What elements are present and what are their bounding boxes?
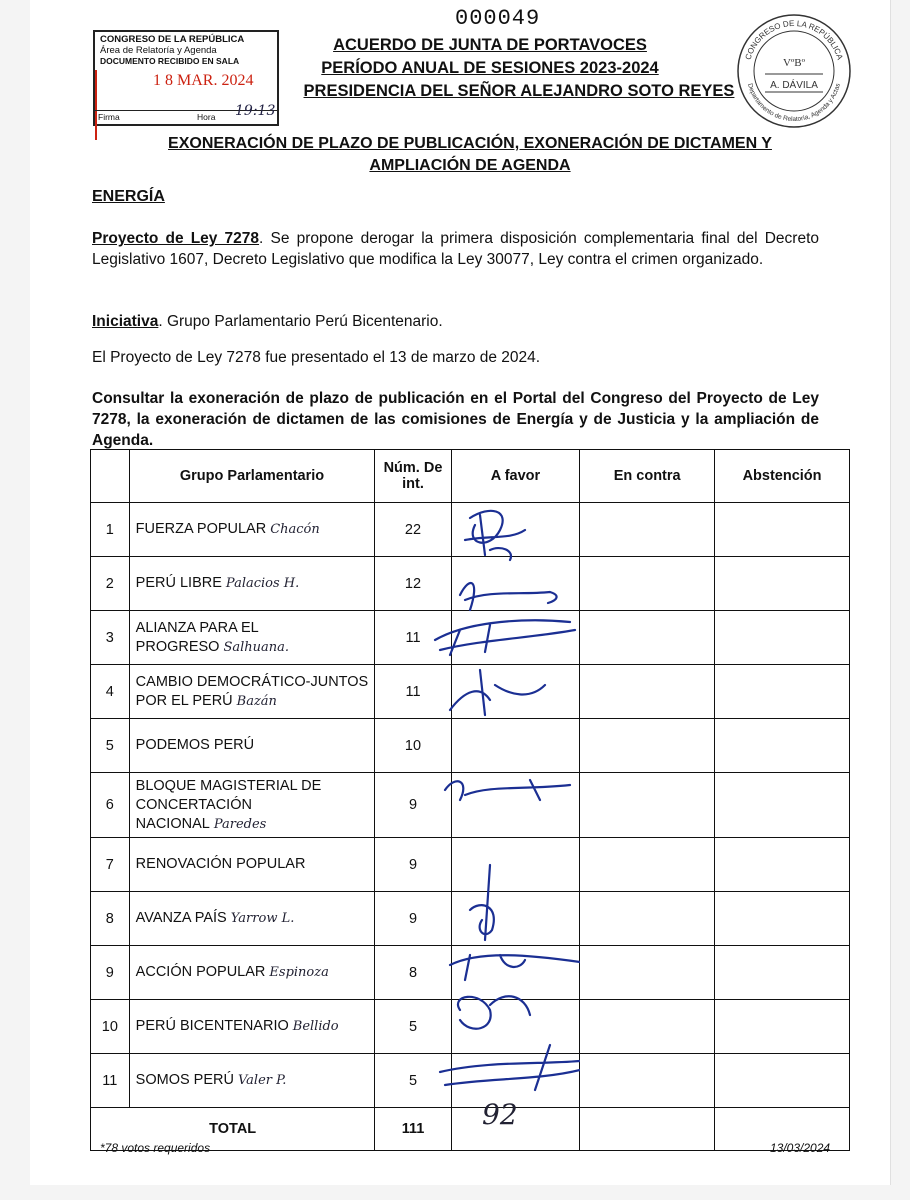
stamp-line-3: DOCUMENTO RECIBIDO EN SALA <box>100 56 240 66</box>
spokesperson-handwritten: Palacios H. <box>225 576 300 591</box>
row-group <box>129 1000 375 1054</box>
group-name: BLOQUE MAGISTERIAL DE CONCERTACIÓN NACIONAL <box>135 777 322 832</box>
row-number: 3 <box>91 611 130 665</box>
stamp-hora-value: 19:13 <box>235 103 276 119</box>
row-number: 10 <box>91 1000 130 1054</box>
stamp-line-2: Área de Relatoría y Agenda <box>100 45 217 56</box>
header-abstention: Abstención <box>715 450 850 503</box>
row-group <box>129 946 375 1000</box>
row-number: 4 <box>91 665 130 719</box>
row-against <box>580 719 715 773</box>
header-title-1: ACUERDO DE JUNTA DE PORTAVOCES <box>333 36 647 54</box>
row-number: 7 <box>91 838 130 892</box>
row-abstention <box>715 892 850 946</box>
row-number: 6 <box>91 773 130 838</box>
row-number: 2 <box>91 557 130 611</box>
document-page <box>30 0 891 1185</box>
group-name: PODEMOS PERÚ <box>135 737 255 753</box>
row-against <box>580 503 715 557</box>
row-members: 12 <box>375 557 451 611</box>
stamp-line-1: CONGRESO DE LA REPÚBLICA <box>100 34 245 45</box>
row-against <box>580 838 715 892</box>
header-favor: A favor <box>451 450 580 503</box>
project-text: . Se propone derogar la primera disposición complementaria final del Decreto Legislativo 1607, Decreto Legislativo que modifica la Ley 30077, Ley contra el crimen organizado. <box>92 230 819 268</box>
row-group <box>129 838 375 892</box>
row-number: 11 <box>91 1054 130 1108</box>
row-against <box>580 773 715 838</box>
initiative-paragraph <box>92 311 819 332</box>
row-group <box>129 503 375 557</box>
row-against <box>580 1054 715 1108</box>
stamp-date: 1 8 MAR. 2024 <box>153 72 254 89</box>
seal-vobo: VºBº <box>782 57 806 69</box>
total-favor-handwritten: 92 <box>482 1098 518 1131</box>
row-members: 9 <box>375 838 451 892</box>
group-name: PERÚ LIBRE <box>135 575 222 591</box>
row-abstention <box>715 611 850 665</box>
row-number: 5 <box>91 719 130 773</box>
header-against: En contra <box>580 450 715 503</box>
row-abstention <box>715 503 850 557</box>
row-group <box>129 892 375 946</box>
total-members: 111 <box>375 1108 451 1151</box>
stamp-hora-label: Hora <box>197 112 216 122</box>
group-name: PERÚ BICENTENARIO <box>135 1018 289 1034</box>
row-members: 22 <box>375 503 451 557</box>
row-group <box>129 1054 375 1108</box>
signature-10-icon <box>458 996 530 1028</box>
total-label: TOTAL <box>91 1108 375 1151</box>
group-name: SOMOS PERÚ <box>135 1072 234 1088</box>
spokesperson-handwritten: Bellido <box>292 1019 339 1034</box>
row-members: 9 <box>375 892 451 946</box>
spokesperson-handwritten: Chacón <box>270 522 320 537</box>
row-group <box>129 719 375 773</box>
signature-9-icon <box>450 955 580 980</box>
group-name: AVANZA PAÍS <box>135 910 227 926</box>
row-group <box>129 557 375 611</box>
svg-text:CONGRESO DE LA REPÚBLICA <box>744 19 845 61</box>
row-against <box>580 1000 715 1054</box>
row-members: 5 <box>375 1054 451 1108</box>
project-label: Proyecto de Ley 7278 <box>92 230 260 247</box>
row-abstention <box>715 1054 850 1108</box>
signature-8-icon <box>470 865 494 940</box>
header-title-2: PERÍODO ANUAL DE SESIONES 2023-2024 <box>321 59 659 77</box>
row-abstention <box>715 946 850 1000</box>
row-number: 9 <box>91 946 130 1000</box>
row-against <box>580 557 715 611</box>
row-number: 8 <box>91 892 130 946</box>
row-against <box>580 892 715 946</box>
row-members: 8 <box>375 946 451 1000</box>
group-name: CAMBIO DEMOCRÁTICO-JUNTOS POR EL PERÚ <box>135 673 369 709</box>
row-group <box>129 773 375 838</box>
spokesperson-handwritten: Espinoza <box>269 965 329 980</box>
row-against <box>580 611 715 665</box>
seal-ring-text-2: Departamento de Relatoría, Agenda y Actas <box>746 82 842 124</box>
row-members: 11 <box>375 665 451 719</box>
initiative-label: Iniciativa <box>92 313 159 330</box>
header-number <box>91 450 130 503</box>
row-against <box>580 665 715 719</box>
row-group <box>129 611 375 665</box>
signature-6-icon <box>445 780 570 800</box>
project-paragraph <box>92 228 819 270</box>
row-group <box>129 665 375 719</box>
group-name: ACCIÓN POPULAR <box>135 964 266 980</box>
row-members: 10 <box>375 719 451 773</box>
document-subtitle: EXONERACIÓN DE PLAZO DE PUBLICACIÓN, EXONERACIÓN DE DICTAMEN Y AMPLIACIÓN DE AGENDA <box>168 135 772 174</box>
spokesperson-handwritten: Yarrow L. <box>230 911 295 926</box>
signature-11-icon <box>440 1045 580 1090</box>
row-abstention <box>715 773 850 838</box>
spokesperson-handwritten: Salhuana. <box>223 639 290 655</box>
folio-number: 000049 <box>455 6 541 31</box>
row-members: 9 <box>375 773 451 838</box>
row-abstention <box>715 1000 850 1054</box>
row-abstention <box>715 838 850 892</box>
seal-name: A. DÁVILA <box>770 80 818 91</box>
row-members: 5 <box>375 1000 451 1054</box>
spokesperson-handwritten: Paredes <box>213 816 267 832</box>
group-name: FUERZA POPULAR <box>135 521 267 537</box>
row-abstention <box>715 719 850 773</box>
signature-3-icon <box>435 620 575 655</box>
row-against <box>580 946 715 1000</box>
row-abstention <box>715 665 850 719</box>
row-abstention <box>715 557 850 611</box>
stamp-firma-label: Firma <box>98 112 120 122</box>
required-votes-note: *78 votos requeridos <box>100 1141 211 1155</box>
consult-paragraph: Consultar la exoneración de plazo de publicación en el Portal del Congreso del Proyecto de Ley 7278, la exoneración de dictamen de las comisiones de Energía y de Justicia y la ampliación de Agenda. <box>92 390 819 449</box>
initiative-text: . Grupo Parlamentario Perú Bicentenario. <box>158 313 443 330</box>
group-name: ALIANZA PARA EL PROGRESO <box>135 619 259 655</box>
section-heading: ENERGÍA <box>92 188 165 205</box>
signature-4-icon <box>450 670 545 715</box>
row-number: 1 <box>91 503 130 557</box>
signature-2-icon <box>460 583 557 610</box>
presented-paragraph: El Proyecto de Ley 7278 fue presentado el 13 de marzo de 2024. <box>92 349 541 366</box>
spokesperson-handwritten: Valer P. <box>237 1073 287 1088</box>
signatures-layer <box>430 500 580 1100</box>
header-members: Núm. De int. <box>375 450 451 503</box>
seal-ring-text: CONGRESO DE LA REPÚBLICA <box>743 18 845 61</box>
row-members: 11 <box>375 611 451 665</box>
header-group: Grupo Parlamentario <box>129 450 375 503</box>
group-name: RENOVACIÓN POPULAR <box>135 856 306 872</box>
signature-1-icon <box>465 511 525 560</box>
header-title-3: PRESIDENCIA DEL SEÑOR ALEJANDRO SOTO REYES <box>303 82 735 100</box>
official-seal <box>735 12 853 130</box>
spokesperson-handwritten: Bazán <box>236 693 277 709</box>
document-date: 13/03/2024 <box>770 1141 831 1155</box>
